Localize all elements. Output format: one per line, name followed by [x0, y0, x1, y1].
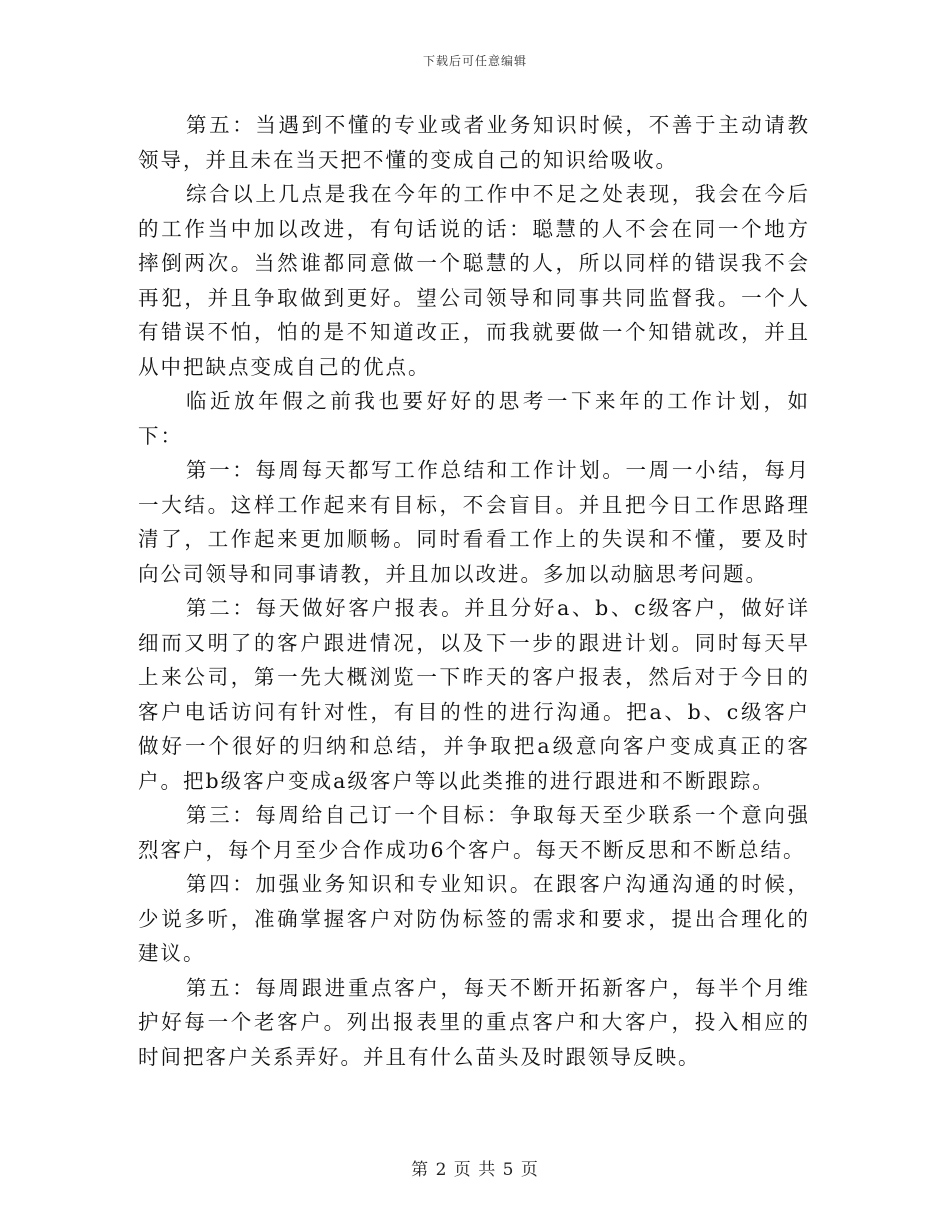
paragraph: 第二：每天做好客户报表。并且分好a、b、c级客户，做好详细而又明了的客户跟进情况，以及下一步的跟进计划。同时每天早上来公司，第一先大概浏览一下昨天的客户报表，然后对于今日的客户电话访问有针对性，有目的性的进行沟通。把a、b、c级客户做好一个很好的归纳和总结，并争取把a级意向客户变成真正的客户。把b级客户变成a级客户等以此类推的进行跟进和不断跟踪。 [138, 596, 810, 793]
paragraph: 第五：每周跟进重点客户，每天不断开拓新客户，每半个月维护好每一个老客户。列出报表里的重点客户和大客户，投入相应的时间把客户关系弄好。并且有什么苗头及时跟领导反映。 [138, 975, 810, 1069]
paragraph: 第五：当遇到不懂的专业或者业务知识时候，不善于主动请教领导，并且未在当天把不懂的变成自己的知识给吸收。 [138, 113, 810, 172]
paragraph: 临近放年假之前我也要好好的思考一下来年的工作计划，如下： [138, 389, 810, 448]
paragraph: 第三：每周给自己订一个目标：争取每天至少联系一个意向强烈客户，每个月至少合作成功6个客户。每天不断反思和不断总结。 [138, 803, 810, 862]
paragraph: 第四：加强业务知识和专业知识。在跟客户沟通沟通的时候，少说多听，准确掌握客户对防伪标签的需求和要求，提出合理化的建议。 [138, 872, 810, 965]
paragraph: 第一：每周每天都写工作总结和工作计划。一周一小结，每月一大结。这样工作起来有目标，不会盲目。并且把今日工作思路理清了，工作起来更加顺畅。同时看看工作上的失误和不懂，要及时向公司领导和同事请教，并且加以改进。多加以动脑思考问题。 [138, 458, 810, 586]
page-number-footer: 第 2 页 共 5 页 [411, 1160, 539, 1180]
document-body [138, 108, 810, 1074]
paragraph: 综合以上几点是我在今年的工作中不足之处表现，我会在今后的工作当中加以改进，有句话说的话：聪慧的人不会在同一个地方摔倒两次。当然谁都同意做一个聪慧的人，所以同样的错误我不会再犯，并且争取做到更好。望公司领导和同事共同监督我。一个人有错误不怕，怕的是不知道改正，而我就要做一个知错就改，并且从中把缺点变成自己的优点。 [138, 182, 810, 379]
page-header: 下载后可任意编辑 [422, 54, 527, 68]
